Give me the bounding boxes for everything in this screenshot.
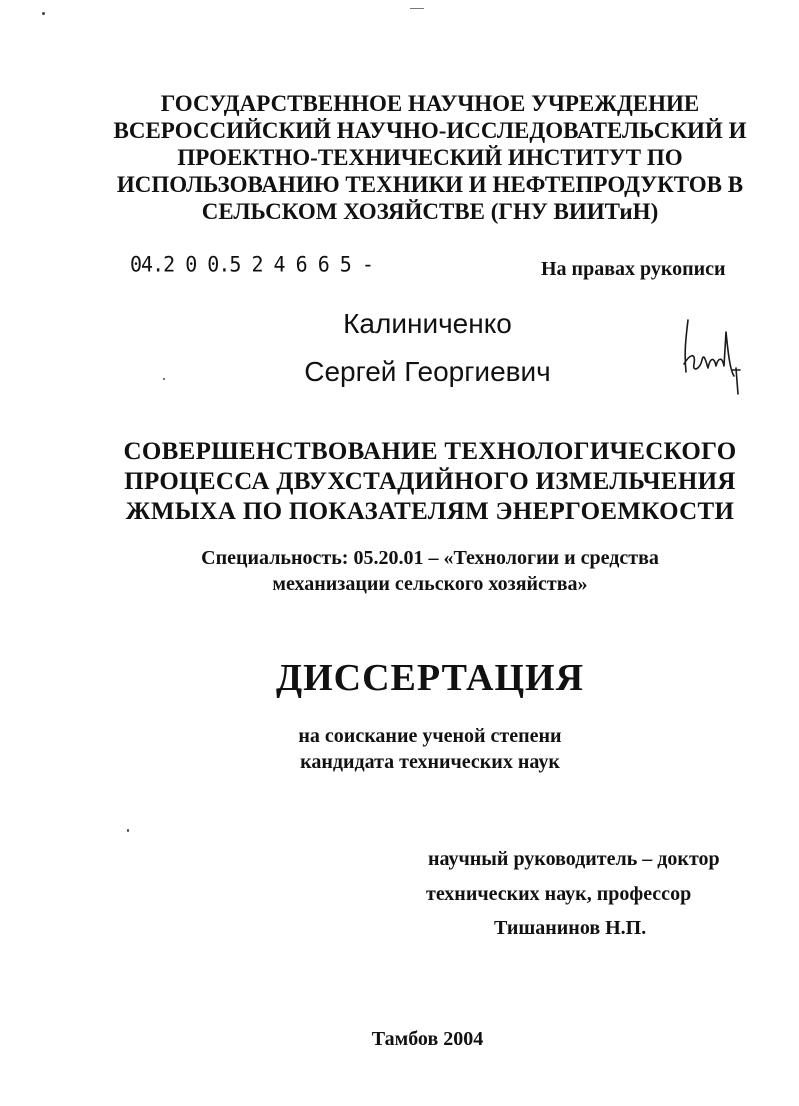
institution-name	[60, 90, 799, 225]
degree-statement	[60, 723, 799, 775]
supervisor-name: Тишанинов Н.П.	[494, 917, 647, 939]
topic-line: ЖМЫХА ПО ПОКАЗАТЕЛЯМ ЭНЕРГОЕМКОСТИ	[125, 498, 735, 525]
dissertation-topic	[60, 437, 799, 527]
rights-note: На правах рукописи	[541, 258, 726, 280]
supervisor-degree: технических наук, профессор	[426, 883, 692, 905]
topic-line: СОВЕРШЕНСТВОВАНИЕ ТЕХНОЛОГИЧЕСКОГО	[123, 438, 737, 465]
institution-line: СЕЛЬСКОМ ХОЗЯЙСТВЕ (ГНУ ВИИТиН)	[201, 199, 659, 224]
scan-speck	[410, 8, 424, 9]
signature-icon	[674, 312, 744, 397]
institution-line: ВСЕРОССИЙСКИЙ НАУЧНО-ИССЛЕДОВАТЕЛЬСКИЙ И	[113, 118, 747, 143]
registry-number: 04.2 0 0.5 2 4 6 6 5 -	[130, 251, 373, 277]
topic-line: ПРОЦЕССА ДВУХСТАДИЙНОГО ИЗМЕЛЬЧЕНИЯ	[124, 468, 736, 495]
specialty-line: Специальность: 05.20.01 – «Технологии и средства	[201, 547, 659, 569]
specialty-line: механизации сельского хозяйства»	[272, 573, 588, 595]
institution-line: ПРОЕКТНО-ТЕХНИЧЕСКИЙ ИНСТИТУТ ПО	[177, 145, 683, 170]
degree-line: на соискание ученой степени	[298, 725, 562, 747]
author-given-names: Сергей Георгиевич	[304, 356, 551, 387]
city-year: Тамбов 2004	[371, 1028, 484, 1050]
scan-speck	[42, 12, 45, 15]
author-surname: Калиниченко	[343, 308, 512, 339]
institution-line: ГОСУДАРСТВЕННОЕ НАУЧНОЕ УЧРЕЖДЕНИЕ	[160, 91, 700, 116]
specialty	[60, 545, 799, 597]
scan-speck	[163, 378, 165, 380]
supervisor-title: научный руководитель – доктор	[428, 848, 720, 870]
document-type: ДИССЕРТАЦИЯ	[275, 657, 585, 699]
institution-line: ИСПОЛЬЗОВАНИЮ ТЕХНИКИ И НЕФТЕПРОДУКТОВ В	[116, 172, 744, 197]
scan-speck	[127, 829, 129, 832]
degree-line: кандидата технических наук	[300, 751, 560, 773]
